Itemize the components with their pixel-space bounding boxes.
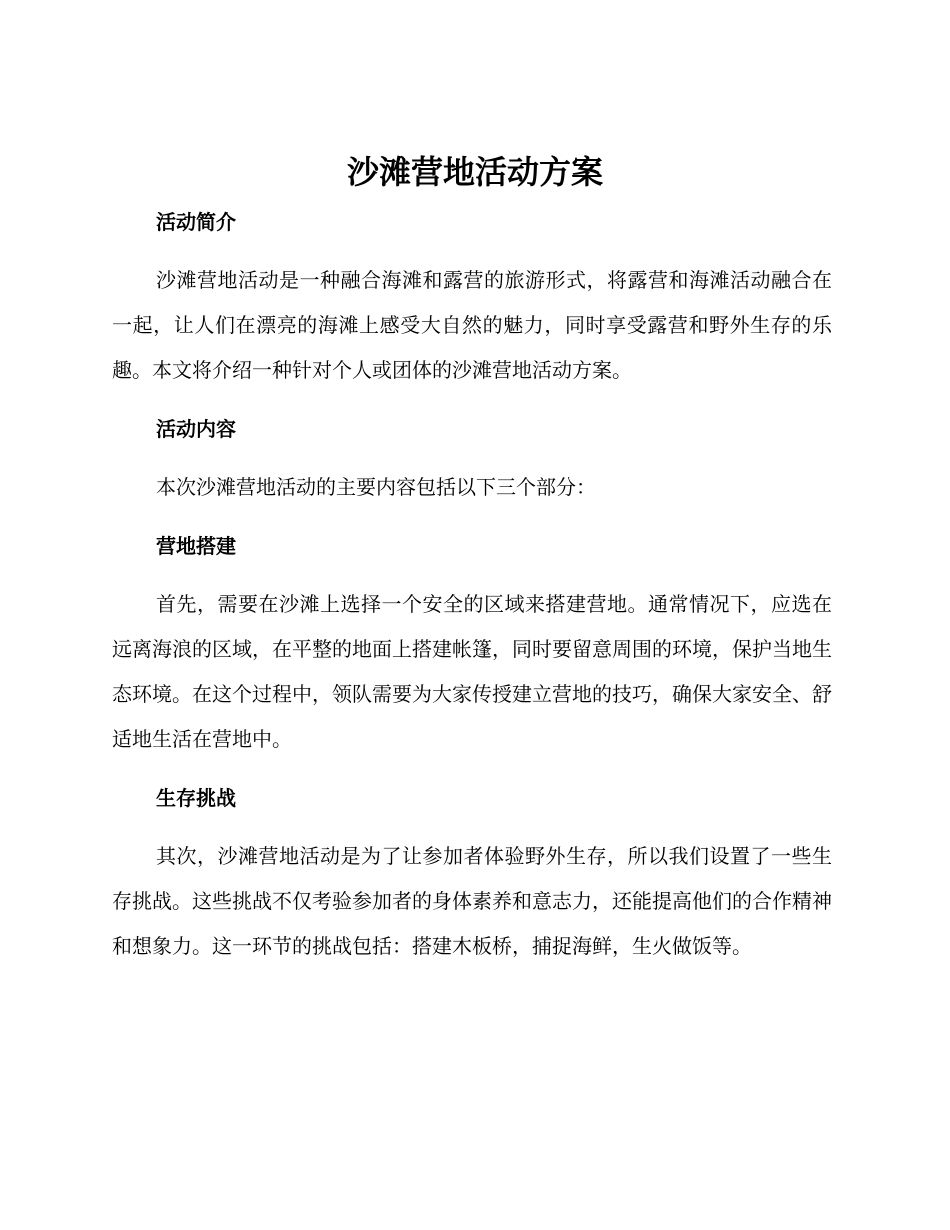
spacer [112, 244, 832, 258]
section-heading-survival-challenge: 生存挑战 [156, 786, 236, 810]
spacer [112, 510, 832, 524]
spacer [112, 762, 832, 776]
section-heading-content: 活动内容 [156, 417, 236, 441]
section-paragraph-content: 本次沙滩营地活动的主要内容包括以下三个部分： [156, 475, 596, 499]
section-paragraph-intro: 沙滩营地活动是一种融合海滩和露营的旅游形式，将露营和海滩活动融合在一起，让人们在漂亮的海滩上感受大自然的魅力，同时享受露营和野外生存的乐趣。本文将介绍一种针对个人或团体的沙滩营地活动方案。 [112, 268, 832, 382]
spacer [112, 568, 832, 582]
document-body [112, 200, 832, 969]
section-heading-camp-setup: 营地搭建 [156, 534, 236, 558]
spacer [112, 393, 832, 407]
spacer [112, 820, 832, 834]
section-paragraph-camp-setup: 首先，需要在沙滩上选择一个安全的区域来搭建营地。通常情况下，应选在远离海浪的区域，在平整的地面上搭建帐篷，同时要留意周围的环境，保护当地生态环境。在这个过程中，领队需要为大家传授建立营地的技巧，确保大家安全、舒适地生活在营地中。 [112, 592, 832, 751]
section-paragraph-survival-challenge: 其次，沙滩营地活动是为了让参加者体验野外生存，所以我们设置了一些生存挑战。这些挑战不仅考验参加者的身体素养和意志力，还能提高他们的合作精神和想象力。这一环节的挑战包括：搭建木板桥，捕捉海鲜，生火做饭等。 [112, 844, 832, 958]
spacer [112, 451, 832, 465]
section-heading-intro: 活动简介 [156, 210, 236, 234]
document-title: 沙滩营地活动方案 [346, 153, 603, 191]
